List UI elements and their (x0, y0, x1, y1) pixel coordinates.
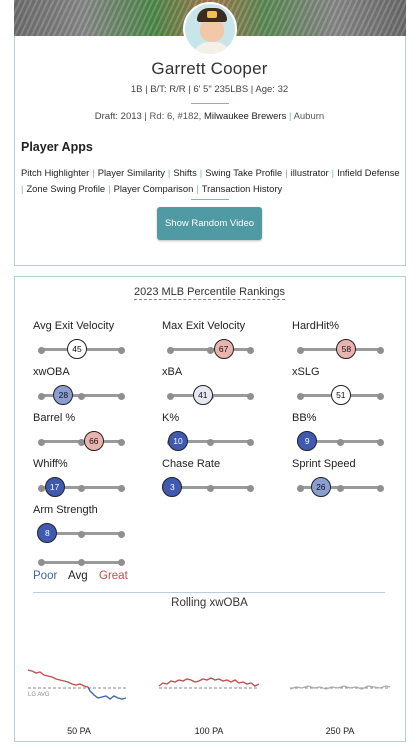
track-dot (297, 393, 304, 400)
percentile-bubble[interactable]: 10 (168, 431, 188, 451)
track-dot (247, 439, 254, 446)
metric-label: Avg Exit Velocity (33, 320, 115, 332)
track-dot (78, 393, 85, 400)
app-link-transaction-history[interactable]: Transaction History (201, 183, 283, 194)
track-dot (118, 347, 125, 354)
track-dot (247, 393, 254, 400)
app-link-player-similarity[interactable]: Player Similarity (97, 167, 165, 178)
app-link-illustrator[interactable]: illustrator (290, 167, 329, 178)
track-dot (38, 347, 45, 354)
draft-team-link[interactable]: Milwaukee Brewers (203, 111, 287, 122)
legend-dot (118, 559, 125, 566)
legend-poor: Poor (33, 570, 58, 582)
track-dot (118, 393, 125, 400)
metric-label: xwOBA (33, 366, 70, 378)
metric-label: Arm Strength (33, 504, 98, 516)
divider (191, 103, 229, 104)
percentile-bubble[interactable]: 66 (84, 431, 104, 451)
draft-year[interactable]: 2013 (120, 111, 142, 122)
divider (191, 199, 229, 200)
metric-xslg[interactable] (292, 366, 407, 406)
rolling-xwoba-50pa-chart (26, 660, 130, 706)
metric-whiff[interactable] (33, 458, 148, 498)
show-random-video-button[interactable]: Show Random Video (157, 207, 262, 240)
track-dot (377, 393, 384, 400)
metric-xba[interactable] (162, 366, 277, 406)
track-dot (38, 485, 45, 492)
app-link-player-comparison[interactable]: Player Comparison (113, 183, 194, 194)
app-link-infield-defense[interactable]: Infield Defense (337, 167, 400, 178)
metric-label: Chase Rate (162, 458, 221, 470)
legend-dot (78, 559, 85, 566)
percentile-bubble[interactable]: 67 (214, 339, 234, 359)
divider (33, 592, 385, 593)
metric-label: Sprint Speed (292, 458, 356, 470)
percentile-bubble[interactable]: 45 (67, 339, 87, 359)
track-dot (167, 393, 174, 400)
track-dot (38, 393, 45, 400)
track-dot (297, 485, 304, 492)
metric-arm-strength[interactable] (33, 504, 148, 544)
percentile-bubble[interactable]: 51 (331, 385, 351, 405)
lg-avg-label: LG AVG (28, 692, 50, 698)
metric-label: xSLG (292, 366, 320, 378)
percentile-bubble[interactable]: 28 (53, 385, 73, 405)
track-dot (38, 439, 45, 446)
track-dot (297, 347, 304, 354)
metric-xwoba[interactable] (33, 366, 148, 406)
metric-sprint-speed[interactable] (292, 458, 407, 498)
percentile-rankings-title[interactable]: 2023 MLB Percentile Rankings (133, 286, 286, 298)
percentile-bubble[interactable]: 3 (162, 477, 182, 497)
app-link-pitch-highlighter[interactable]: Pitch Highlighter (21, 167, 90, 178)
metric-avg-exit-velocity[interactable] (33, 320, 148, 360)
draft-info: Draft: 2013 | Rd: 6, #182, Milwaukee Brewers | Auburn (94, 111, 325, 122)
track-dot (78, 531, 85, 538)
track-dot (377, 347, 384, 354)
window-label-250pa: 250 PA (325, 726, 355, 736)
track-dot (118, 439, 125, 446)
app-link-zone-swing-profile[interactable]: Zone Swing Profile (26, 183, 106, 194)
player-bio: 1B | B/T: R/R | 6' 5" 235LBS | Age: 32 (130, 84, 289, 95)
track-dot (247, 347, 254, 354)
track-dot (207, 485, 214, 492)
metric-hardhit[interactable] (292, 320, 407, 360)
metric-barrel[interactable] (33, 412, 148, 452)
metric-label: HardHit% (292, 320, 340, 332)
rolling-xwoba-100pa-chart (157, 660, 261, 706)
player-headshot (183, 2, 237, 56)
metric-label: xBA (162, 366, 183, 378)
rolling-xwoba-title: Rolling xwOBA (171, 597, 248, 609)
track-dot (78, 485, 85, 492)
player-name: Garrett Cooper (151, 59, 268, 78)
track-dot (118, 531, 125, 538)
percentile-bubble[interactable]: 17 (45, 477, 65, 497)
percentile-bubble[interactable]: 8 (37, 523, 57, 543)
metric-label: Max Exit Velocity (162, 320, 246, 332)
metric-max-exit-velocity[interactable] (162, 320, 277, 360)
metric-label: Barrel % (33, 412, 76, 424)
percentile-bubble[interactable]: 26 (311, 477, 331, 497)
metric-label: BB% (292, 412, 317, 424)
player-apps-list: Pitch Highlighter | Player Similarity | Shifts | Swing Take Profile | illustrator | Infield Defense | Zone Swing Profile | Player Comparison | Transaction History (21, 167, 400, 194)
legend-avg: Avg (68, 570, 88, 582)
draft-school: Auburn (293, 111, 325, 122)
app-link-swing-take-profile[interactable]: Swing Take Profile (205, 167, 283, 178)
legend-great: Great (99, 570, 128, 582)
track-dot (337, 485, 344, 492)
rolling-xwoba-250pa-chart (288, 660, 392, 706)
track-dot (377, 485, 384, 492)
metric-label: Whiff% (33, 458, 68, 470)
percentile-bubble[interactable]: 58 (336, 339, 356, 359)
player-apps-heading: Player Apps (21, 140, 93, 154)
metric-k[interactable] (162, 412, 277, 452)
track-dot (377, 439, 384, 446)
metric-bb[interactable] (292, 412, 407, 452)
metric-chase-rate[interactable] (162, 458, 277, 498)
track-dot (207, 439, 214, 446)
track-dot (207, 347, 214, 354)
track-dot (118, 485, 125, 492)
window-label-100pa: 100 PA (194, 726, 224, 736)
track-dot (167, 347, 174, 354)
percentile-bubble[interactable]: 9 (297, 431, 317, 451)
window-label-50pa: 50 PA (67, 726, 91, 736)
legend-dot (38, 559, 45, 566)
track-dot (247, 485, 254, 492)
track-dot (337, 439, 344, 446)
percentile-bubble[interactable]: 41 (193, 385, 213, 405)
metric-label: K% (162, 412, 180, 424)
app-link-shifts[interactable]: Shifts (173, 167, 197, 178)
